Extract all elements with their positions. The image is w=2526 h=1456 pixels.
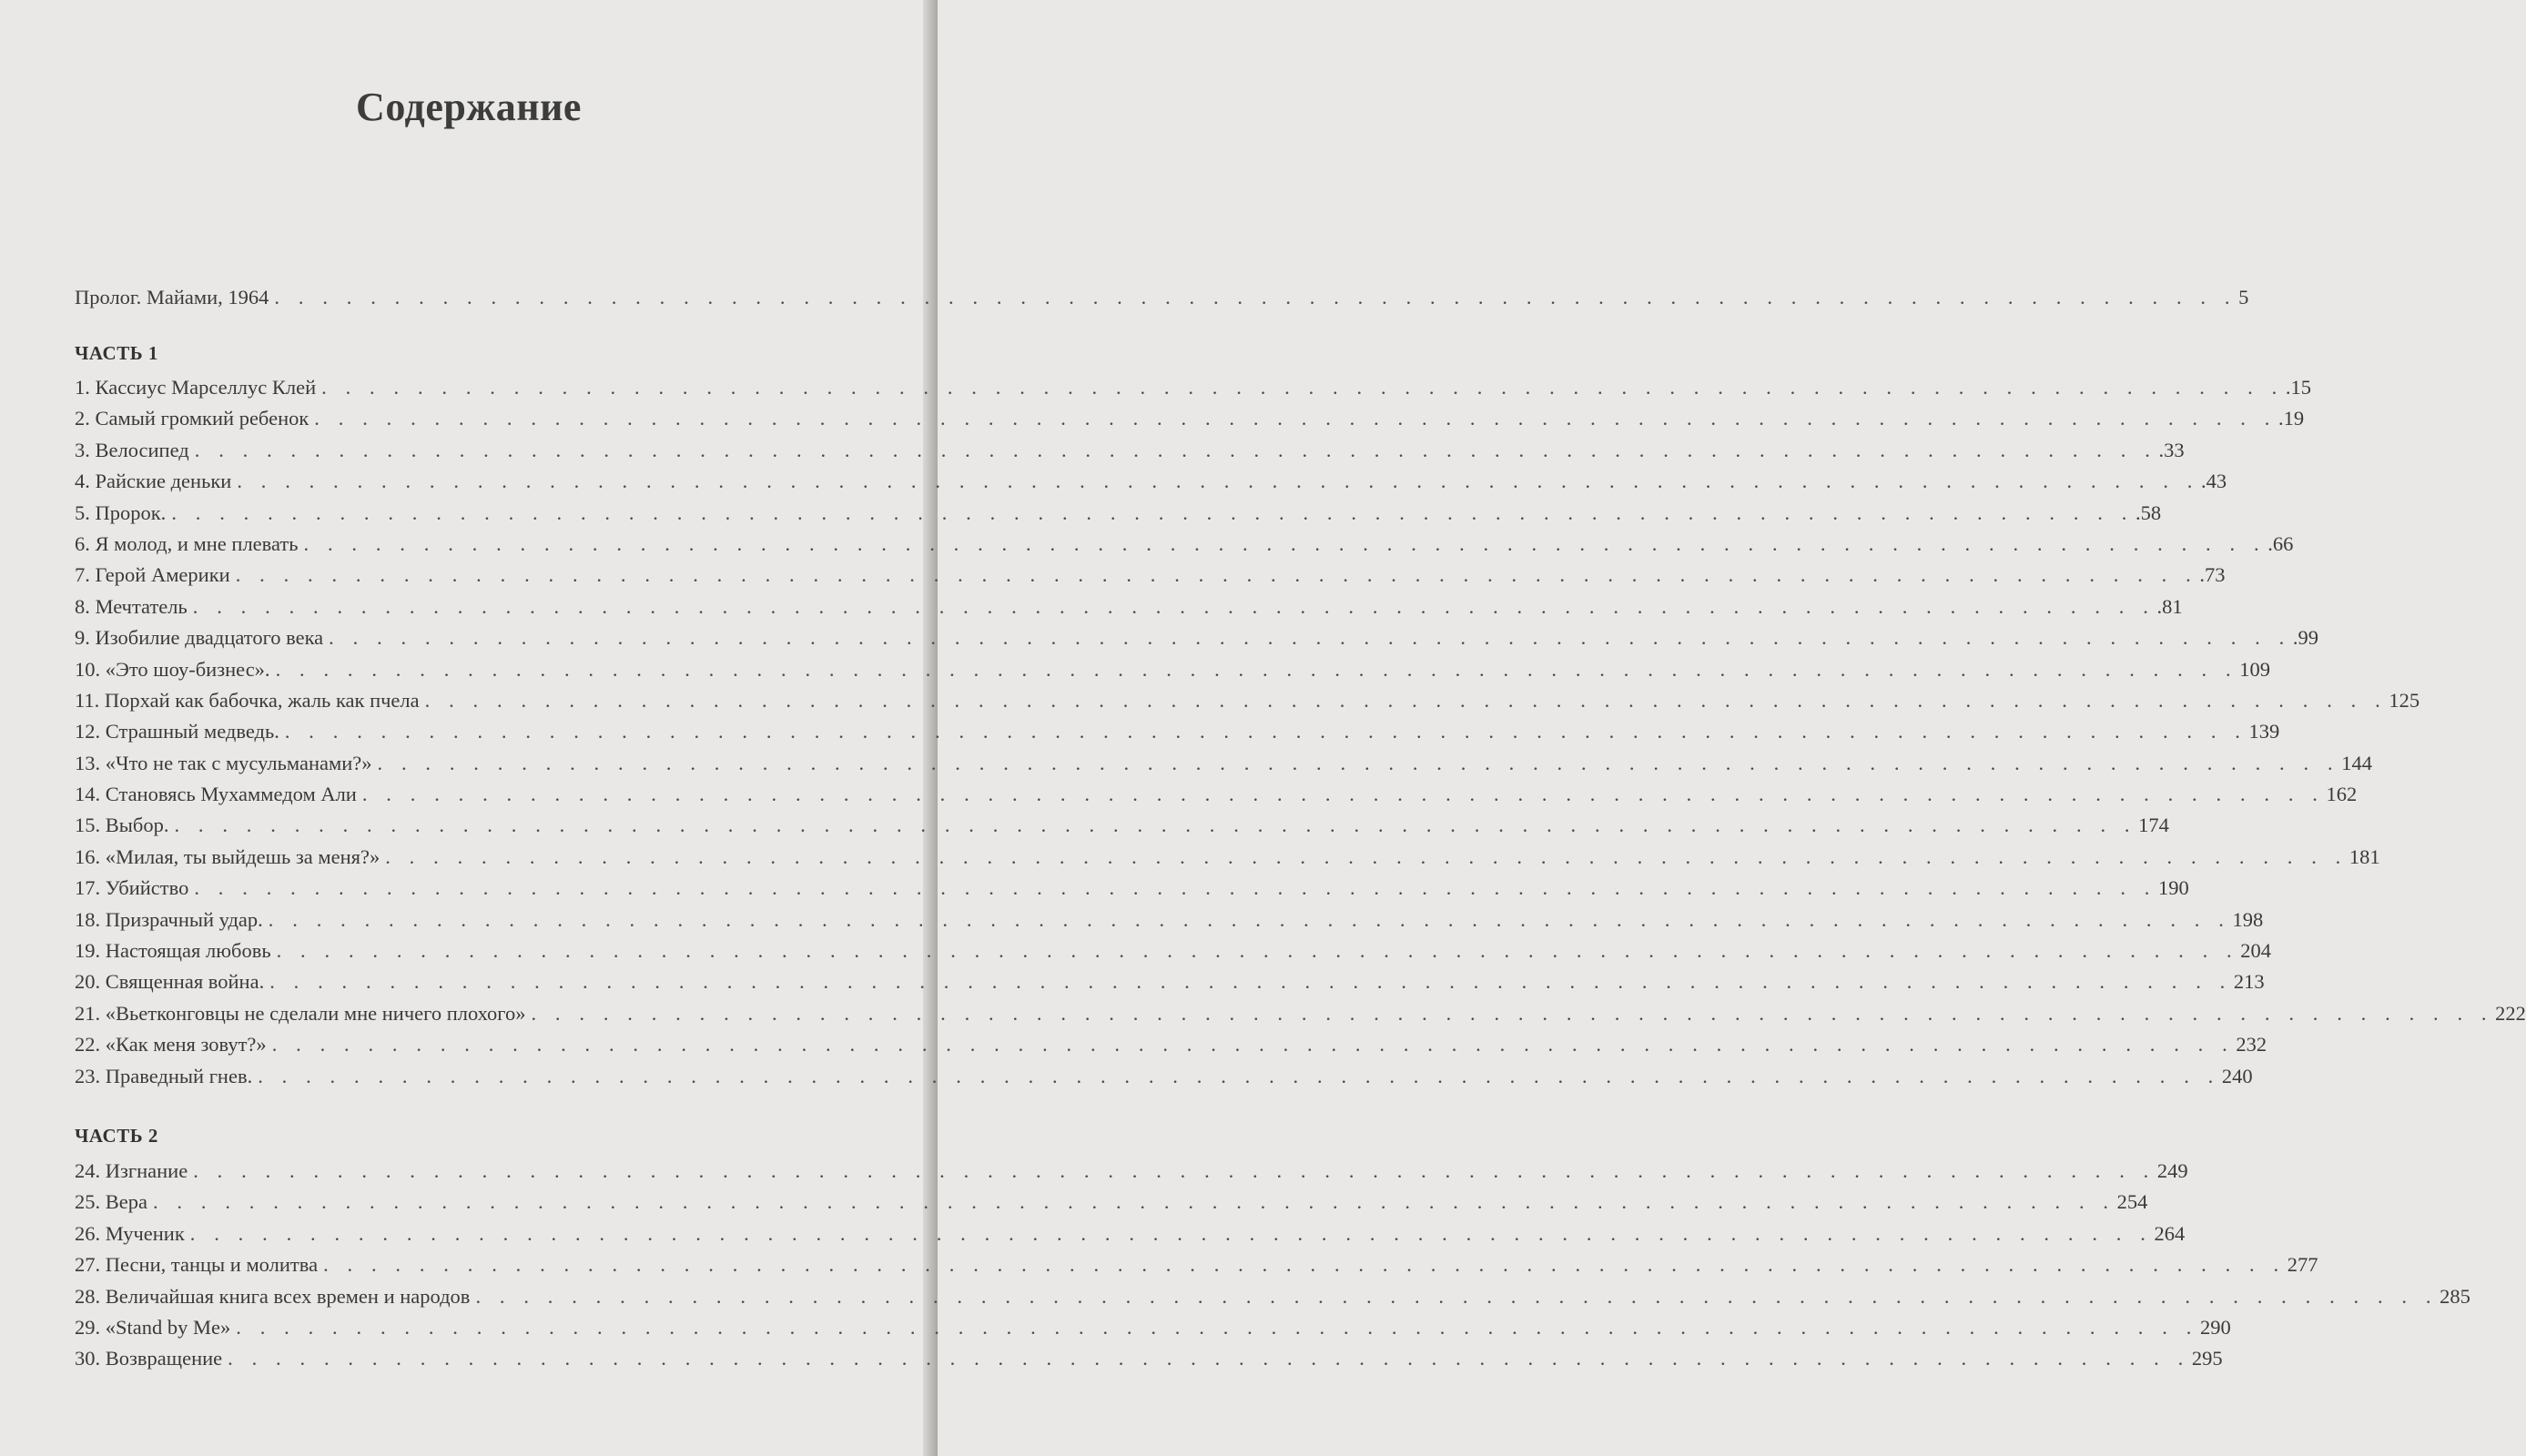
toc-entry-title: 11. Порхай как бабочка, жаль как пчела [75,688,420,712]
toc-leader-dots: . . . . . . . . . . . . . . . . . . . . . . . . . . . . . . . . . . . . . . . . . . . . . . . . . . . . . . . . . . . . . . . . . . . . . . . . . . . . . . . . . . [171,500,2134,524]
toc-entry-title: 27. Песни, танцы и молитва [75,1253,319,1277]
toc-entry [75,282,2249,313]
page-title: Содержание [356,85,582,129]
toc-entry-page: 222 [2495,1001,2526,1025]
toc-leader-dots: . . . . . . . . . . . . . . . . . . . . . . . . . . . . . . . . . . . . . . . . . . . . . . . . . . . . . . . . . . . . . . . . . . . . . . . . . . . . . . . . . . [194,876,2157,900]
toc-entry [75,1343,2223,1374]
prologue-list [75,282,2249,313]
toc-leader-dots: . . . . . . . . . . . . . . . . . . . . . . . . . . . . . . . . . . . . . . . . . . . . . . . . . . . . . . . . . . . . . . . . . . . . . . . . . . . . . . . . . . [235,563,2198,587]
toc-entry-page: .81 [2156,594,2183,618]
toc-leader-dots: . . . . . . . . . . . . . . . . . . . . . . . . . . . . . . . . . . . . . . . . . . . . . . . . . . . . . . . . . . . . . . . . . . . . . . . . . . . . . . . . . . [276,939,2239,963]
toc-entry-page: .99 [2292,626,2318,650]
toc-entry [75,435,2185,466]
toc-entry [75,716,2280,747]
toc-leader-dots: . . . . . . . . . . . . . . . . . . . . . . . . . . . . . . . . . . . . . . . . . . . . . . . . . . . . . . . . . . . . . . . . . . . . . . . . . . . . . . . . . . [475,1284,2439,1308]
toc-entry [75,372,2311,403]
toc-entry-page: 285 [2440,1284,2470,1308]
toc-entry-title: 6. Я молод, и мне плевать [75,531,299,555]
toc-entry [75,935,2272,966]
toc-leader-dots: . . . . . . . . . . . . . . . . . . . . . . . . . . . . . . . . . . . . . . . . . . . . . . . . . . . . . . . . . . . . . . . . . . . . . . . . . . . . . . . . . . [314,407,2277,430]
toc-entry-page: .58 [2135,500,2162,524]
toc-leader-dots: . . . . . . . . . . . . . . . . . . . . . . . . . . . . . . . . . . . . . . . . . . . . . . . . . . . . . . . . . . . . . . . . . . . . . . . . . . . . . . . . . . [228,1347,2190,1370]
toc-entry-title: 3. Велосипед [75,438,189,461]
toc-entry-title: 13. «Что не так с мусульманами?» [75,751,372,774]
toc-entry-page: 249 [2156,1159,2188,1182]
toc-entry-page: .43 [2201,470,2227,493]
toc-leader-dots: . . . . . . . . . . . . . . . . . . . . . . . . . . . . . . . . . . . . . . . . . . . . . . . . . . . . . . . . . . . . . . . . . . . . . . . . . . . . . . . . . . [329,626,2291,650]
toc-entry-title: 16. «Милая, ты выйдешь за меня?» [75,844,380,868]
toc-entry-page: .33 [2158,438,2185,461]
toc-entry [75,1281,2470,1312]
toc-entry-page: 144 [2341,751,2372,774]
toc-entry [75,403,2305,434]
toc-entry [75,466,2227,497]
toc-entry-title: 12. Страшный медведь. [75,720,279,743]
part-2-list [75,1156,2470,1375]
toc-entry-page: 162 [2326,783,2358,806]
toc-leader-dots: . . . . . . . . . . . . . . . . . . . . . . . . . . . . . . . . . . . . . . . . . . . . . . . . . . . . . . . . . . . . . . . . . . . . . . . . . . . . . . . . . . [274,286,2237,308]
toc-entry-page: 139 [2248,720,2280,743]
toc-entry-page: 125 [2389,688,2420,712]
toc-leader-dots: . . . . . . . . . . . . . . . . . . . . . . . . . . . . . . . . . . . . . . . . . . . . . . . . . . . . . . . . . . . . . . . . . . . . . . . . . . . . . . . . . . [269,970,2232,994]
toc-entry-page: .15 [2285,376,2311,399]
toc-entry-page: 190 [2158,876,2189,900]
toc-leader-dots: . . . . . . . . . . . . . . . . . . . . . . . . . . . . . . . . . . . . . . . . . . . . . . . . . . . . . . . . . . . . . . . . . . . . . . . . . . . . . . . . . . [385,844,2348,868]
toc-leader-dots: . . . . . . . . . . . . . . . . . . . . . . . . . . . . . . . . . . . . . . . . . . . . . . . . . . . . . . . . . . . . . . . . . . . . . . . . . . . . . . . . . . [323,1253,2286,1277]
toc-entry-title: 8. Мечтатель [75,594,188,618]
toc-leader-dots: . . . . . . . . . . . . . . . . . . . . . . . . . . . . . . . . . . . . . . . . . . . . . . . . . . . . . . . . . . . . . . . . . . . . . . . . . . . . . . . . . . [194,438,2157,461]
toc-entry [75,1312,2231,1343]
toc-entry-title: 30. Возвращение [75,1347,223,1370]
toc-entry [75,748,2372,779]
toc-entry-title: 24. Изгнание [75,1159,188,1182]
part-1-list [75,372,2526,1092]
toc-leader-dots: . . . . . . . . . . . . . . . . . . . . . . . . . . . . . . . . . . . . . . . . . . . . . . . . . . . . . . . . . . . . . . . . . . . . . . . . . . . . . . . . . . [275,657,2238,681]
toc-entry-title: 7. Герой Америки [75,563,230,587]
toc-entry [75,1187,2148,1218]
toc-leader-dots: . . . . . . . . . . . . . . . . . . . . . . . . . . . . . . . . . . . . . . . . . . . . . . . . . . . . . . . . . . . . . . . . . . . . . . . . . . . . . . . . . . [268,907,2231,931]
toc-leader-dots: . . . . . . . . . . . . . . . . . . . . . . . . . . . . . . . . . . . . . . . . . . . . . . . . . . . . . . . . . . . . . . . . . . . . . . . . . . . . . . . . . . [303,531,2267,555]
toc-entry [75,1029,2267,1060]
toc-entry-title: 28. Величайшая книга всех времен и народов [75,1284,471,1308]
toc-leader-dots: . . . . . . . . . . . . . . . . . . . . . . . . . . . . . . . . . . . . . . . . . . . . . . . . . . . . . . . . . . . . . . . . . . . . . . . . . . . . . . . . . . [189,1221,2153,1245]
toc-entry-page: 240 [2221,1064,2253,1087]
toc-leader-dots: . . . . . . . . . . . . . . . . . . . . . . . . . . . . . . . . . . . . . . . . . . . . . . . . . . . . . . . . . . . . . . . . . . . . . . . . . . . . . . . . . . [192,594,2156,618]
toc-entry-title: 14. Становясь Мухаммедом Али [75,783,357,806]
toc-entry [75,966,2265,997]
toc-leader-dots: . . . . . . . . . . . . . . . . . . . . . . . . . . . . . . . . . . . . . . . . . . . . . . . . . . . . . . . . . . . . . . . . . . . . . . . . . . . . . . . . . . [531,1001,2494,1025]
toc-leader-dots: . . . . . . . . . . . . . . . . . . . . . . . . . . . . . . . . . . . . . . . . . . . . . . . . . . . . . . . . . . . . . . . . . . . . . . . . . . . . . . . . . . [284,720,2247,743]
toc-leader-dots: . . . . . . . . . . . . . . . . . . . . . . . . . . . . . . . . . . . . . . . . . . . . . . . . . . . . . . . . . . . . . . . . . . . . . . . . . . . . . . . . . . [174,814,2137,837]
toc-entry-page: 109 [2239,657,2270,681]
toc-entry-title: 4. Райские деньки [75,470,232,493]
toc-entry-title: 20. Священная война. [75,970,265,994]
toc-leader-dots: . . . . . . . . . . . . . . . . . . . . . . . . . . . . . . . . . . . . . . . . . . . . . . . . . . . . . . . . . . . . . . . . . . . . . . . . . . . . . . . . . . [258,1064,2220,1087]
toc-entry [75,529,2294,560]
toc-entry [75,1218,2186,1249]
toc-entry-title: 18. Призрачный удар. [75,907,263,931]
toc-entry [75,810,2169,841]
toc-leader-dots: . . . . . . . . . . . . . . . . . . . . . . . . . . . . . . . . . . . . . . . . . . . . . . . . . . . . . . . . . . . . . . . . . . . . . . . . . . . . . . . . . . [424,688,2388,712]
toc-leader-dots: . . . . . . . . . . . . . . . . . . . . . . . . . . . . . . . . . . . . . . . . . . . . . . . . . . . . . . . . . . . . . . . . . . . . . . . . . . . . . . . . . . [236,1315,2198,1339]
toc-leader-dots: . . . . . . . . . . . . . . . . . . . . . . . . . . . . . . . . . . . . . . . . . . . . . . . . . . . . . . . . . . . . . . . . . . . . . . . . . . . . . . . . . . [377,751,2340,774]
toc-entry-title: 17. Убийство [75,876,189,900]
toc-entry [75,998,2526,1029]
toc-entry-page: 277 [2287,1253,2318,1277]
toc-entry-page: 295 [2191,1347,2223,1370]
toc-leader-dots: . . . . . . . . . . . . . . . . . . . . . . . . . . . . . . . . . . . . . . . . . . . . . . . . . . . . . . . . . . . . . . . . . . . . . . . . . . . . . . . . . . [321,376,2284,399]
toc-entry-page: 213 [2233,970,2265,994]
toc-entry [75,1249,2318,1280]
toc-leader-dots: . . . . . . . . . . . . . . . . . . . . . . . . . . . . . . . . . . . . . . . . . . . . . . . . . . . . . . . . . . . . . . . . . . . . . . . . . . . . . . . . . . [271,1033,2235,1057]
part-1-heading: ЧАСТЬ 1 [75,342,158,364]
toc-entry [75,1156,2188,1187]
toc-entry-title: 26. Мученик [75,1221,185,1245]
toc-entry-page: 290 [2199,1315,2231,1339]
toc-entry [75,622,2318,653]
toc-entry-title: 21. «Вьетконговцы не сделали мне ничего плохого» [75,1001,526,1025]
toc-entry [75,905,2264,935]
toc-leader-dots: . . . . . . . . . . . . . . . . . . . . . . . . . . . . . . . . . . . . . . . . . . . . . . . . . . . . . . . . . . . . . . . . . . . . . . . . . . . . . . . . . . [152,1190,2115,1214]
toc-leader-dots: . . . . . . . . . . . . . . . . . . . . . . . . . . . . . . . . . . . . . . . . . . . . . . . . . . . . . . . . . . . . . . . . . . . . . . . . . . . . . . . . . . [237,470,2200,493]
toc-entry-page: 198 [2232,907,2264,931]
toc-entry [75,842,2380,873]
toc-entry-title: 22. «Как меня зовут?» [75,1033,267,1057]
toc-entry [75,873,2189,904]
toc-entry-page: 264 [2154,1221,2186,1245]
toc-entry-title: 5. Пророк. [75,500,167,524]
toc-entry-page: .19 [2277,407,2305,430]
toc-entry [75,560,2226,591]
toc-entry-title: 23. Праведный гнев. [75,1064,253,1087]
toc-entry-title: 2. Самый громкий ребенок [75,407,309,430]
toc-entry-title: 1. Кассиус Марселлус Клей [75,376,317,399]
toc-entry-title: 9. Изобилие двадцатого века [75,626,324,650]
toc-entry-title: 19. Настоящая любовь [75,939,271,963]
toc-entry-title: 25. Вера [75,1190,147,1214]
toc-entry [75,685,2420,716]
toc-entry-page: 254 [2116,1190,2148,1214]
toc-entry [75,654,2270,685]
toc-leader-dots: . . . . . . . . . . . . . . . . . . . . . . . . . . . . . . . . . . . . . . . . . . . . . . . . . . . . . . . . . . . . . . . . . . . . . . . . . . . . . . . . . . [193,1159,2156,1182]
toc-entry [75,1061,2253,1092]
toc-entry-page: 5 [2238,286,2249,308]
toc-leader-dots: . . . . . . . . . . . . . . . . . . . . . . . . . . . . . . . . . . . . . . . . . . . . . . . . . . . . . . . . . . . . . . . . . . . . . . . . . . . . . . . . . . [361,783,2325,806]
toc-entry-page: 181 [2348,844,2380,868]
toc-entry-title: 15. Выбор. [75,814,169,837]
toc-entry-page: .66 [2267,531,2294,555]
toc-entry [75,592,2183,622]
toc-entry-page: .73 [2199,563,2226,587]
toc-entry [75,779,2358,810]
toc-entry [75,498,2162,529]
toc-entry-page: 232 [2236,1033,2267,1057]
toc-entry-page: 174 [2138,814,2169,837]
toc-entry-page: 204 [2240,939,2272,963]
toc-entry-title: Пролог. Майами, 1964 [75,286,269,308]
part-2-heading: ЧАСТЬ 2 [75,1125,158,1147]
toc-entry-title: 10. «Это шоу-бизнес». [75,657,270,681]
toc-entry-title: 29. «Stand by Me» [75,1315,231,1339]
